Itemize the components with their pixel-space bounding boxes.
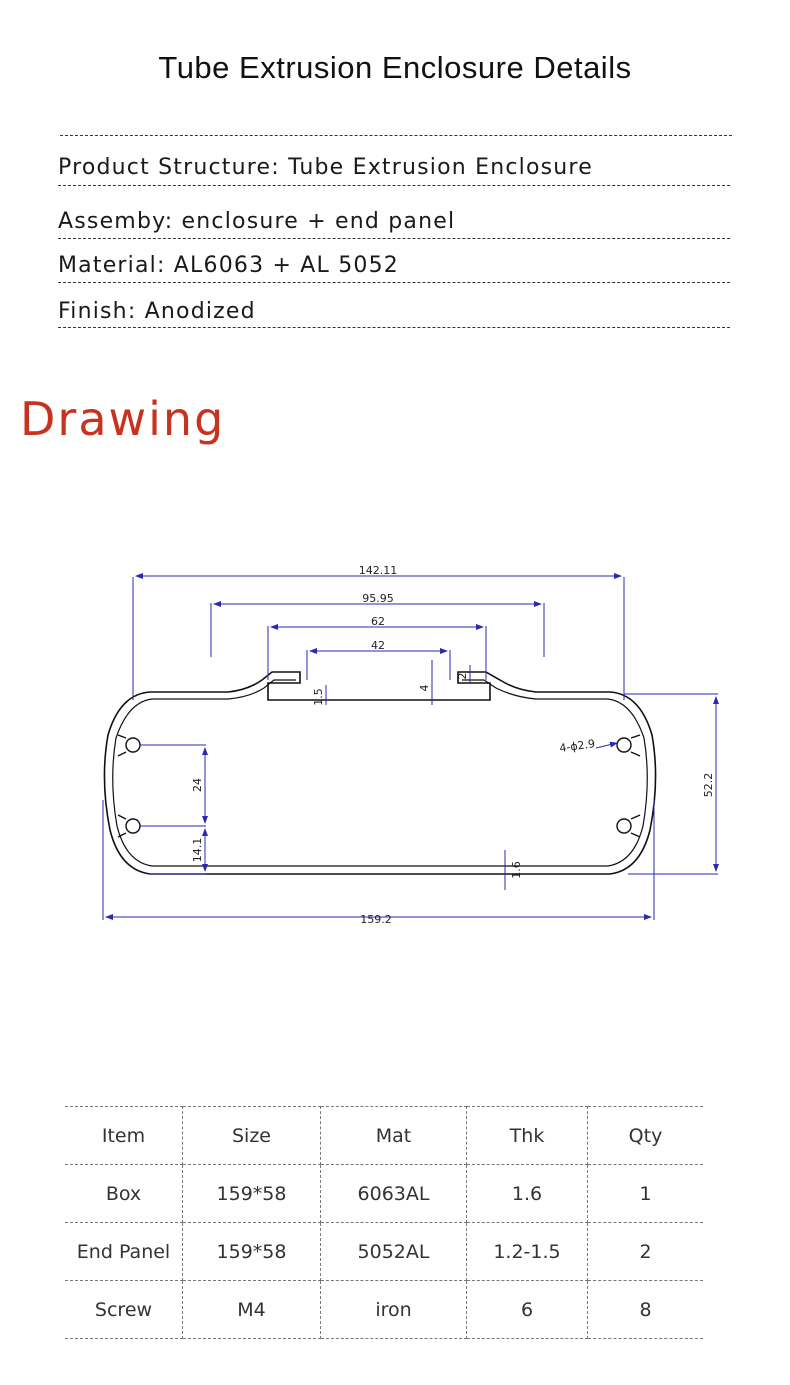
spec-value: Anodized [144,299,256,324]
divider [58,327,730,328]
column-header: Mat [321,1107,467,1165]
table-cell: 1.6 [467,1165,588,1223]
table-row [65,1165,703,1223]
dim-slot-inner: 42 [371,639,385,652]
dim-holes: 4-ϕ2.9 [558,737,596,755]
divider [58,238,730,239]
parts-table [65,1106,703,1339]
table-cell: 5052AL [321,1223,467,1281]
table-cell: 1.2-1.5 [467,1223,588,1281]
table-cell: Screw [65,1281,183,1339]
spec-value: AL6063 + AL 5052 [173,253,399,278]
table-cell: 6063AL [321,1165,467,1223]
spec-assembly: Assemby: enclosure + end panel [58,209,456,234]
table-cell: 8 [588,1281,704,1339]
divider [58,282,730,283]
dim-hole-spacing: 24 [191,778,204,792]
dim-inner-top: 95.95 [362,592,394,605]
table-cell: iron [321,1281,467,1339]
spec-label: Finish [58,299,128,324]
spec-finish: Finish: Anodized [58,299,256,324]
table-header-row [65,1107,703,1165]
drawing-heading: Drawing [20,392,226,446]
profile-outer [104,672,655,874]
dim-wall: 1.6 [510,861,523,879]
table-cell: End Panel [65,1223,183,1281]
dim-overall-width: 159.2 [360,913,392,926]
table-cell: 159*58 [183,1165,321,1223]
divider [60,135,732,136]
table-cell: M4 [183,1281,321,1339]
dim-slot-wall: 2 [456,672,469,680]
dim-height: 52.2 [702,772,715,798]
dim-hole-offset: 14.1 [191,837,204,863]
table-row [65,1223,703,1281]
table-row [65,1281,703,1339]
spec-product-structure: Product Structure: Tube Extrusion Enclosure [58,155,593,180]
page-title: Tube Extrusion Enclosure Details [158,50,632,85]
table-cell: Box [65,1165,183,1223]
divider [58,185,730,186]
table-cell: 2 [588,1223,704,1281]
table-cell: 6 [467,1281,588,1339]
column-header: Item [65,1107,183,1165]
dim-overall-top: 142.11 [358,564,398,577]
technical-drawing [0,540,790,960]
table-cell: 1 [588,1165,704,1223]
dim-slot-gap: 4 [418,684,431,692]
column-header: Qty [588,1107,704,1165]
column-header: Size [183,1107,321,1165]
column-header: Thk [467,1107,588,1165]
spec-label: Assemby [58,209,165,234]
spec-label: Material [58,253,157,278]
table-cell: 159*58 [183,1223,321,1281]
spec-label: Product Structure [58,155,272,180]
dim-slot-outer: 62 [371,615,385,628]
spec-value: enclosure + end panel [181,209,456,234]
spec-value: Tube Extrusion Enclosure [288,155,593,180]
spec-material: Material: AL6063 + AL 5052 [58,253,399,278]
dim-slot-depth: 1.5 [312,688,325,706]
